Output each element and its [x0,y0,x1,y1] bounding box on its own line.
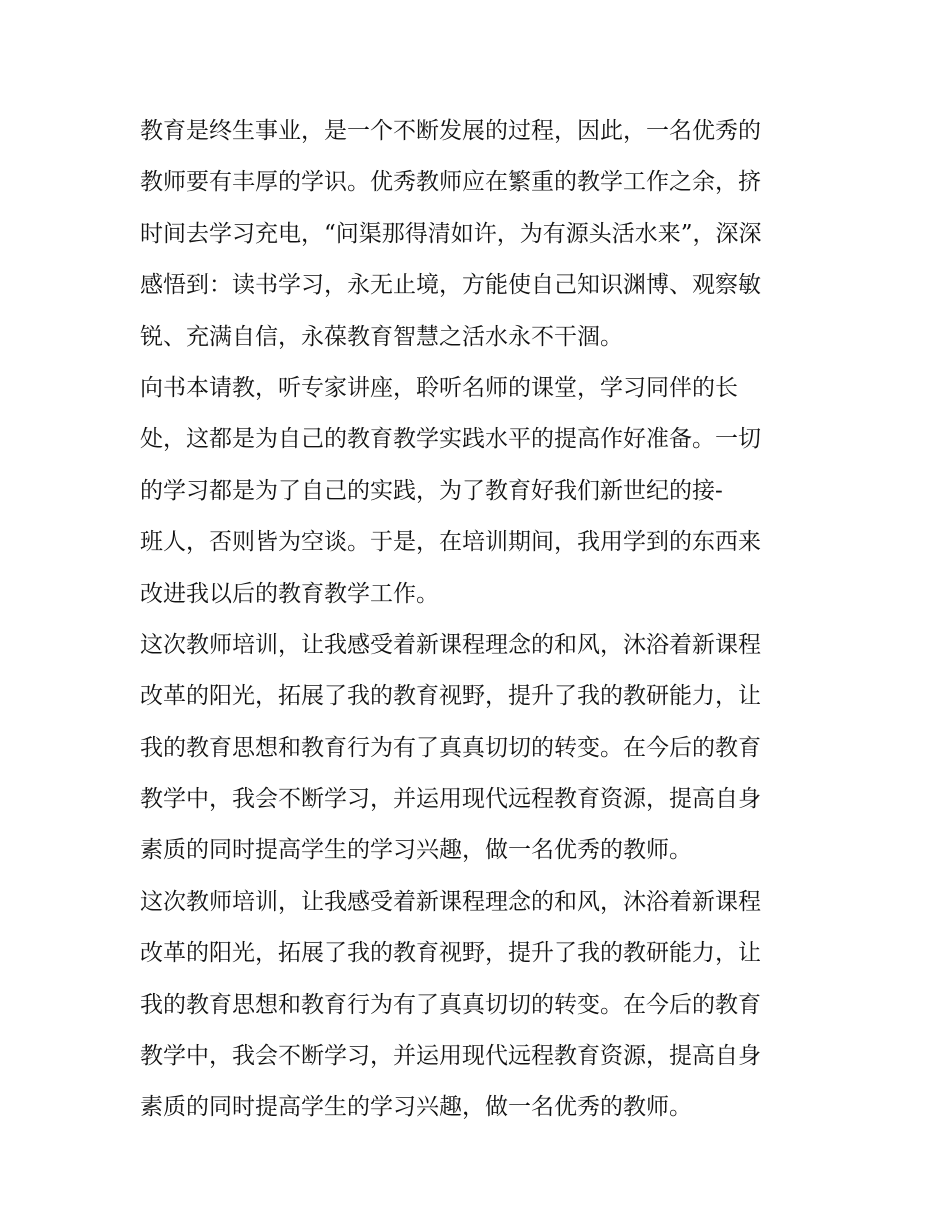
text-line: 素质的同时提高学生的学习兴趣，做一名优秀的教师。 [140,1094,692,1121]
paragraph-3 [140,620,830,877]
text-line: 改进我以后的教育教学工作。 [140,580,439,607]
text-line: 处，这都是为自己的教育教学实践水平的提高作好准备。一切 [140,426,761,453]
text-line: 改革的阳光，拓展了我的教育视野，提升了我的教研能力，让 [140,940,761,967]
text-line: 教学中，我会不断学习，并运用现代远程教育资源，提高自身 [140,1043,761,1070]
paragraph-1 [140,106,830,363]
text-line: 的学习都是为了自己的实践，为了教育好我们新世纪的接- [140,477,723,504]
text-line: 改革的阳光，拓展了我的教育视野，提升了我的教研能力，让 [140,683,761,710]
document-body [140,106,830,1134]
text-line: 教育是终生事业，是一个不断发展的过程，因此，一名优秀的 [140,118,761,144]
text-line: 教学中，我会不断学习，并运用现代远程教育资源，提高自身 [140,786,761,813]
text-line: 锐、充满自信，永葆教育智慧之活水永不干涸。 [140,323,623,350]
text-line: 班人，否则皆为空谈。于是，在培训期间，我用学到的东西来 [140,529,761,556]
text-line: 我的教育思想和教育行为有了真真切切的转变。在今后的教育 [140,991,761,1018]
text-line: 教师要有丰厚的学识。优秀教师应在繁重的教学工作之余，挤 [140,169,761,196]
text-line: 这次教师培训，让我感受着新课程理念的和风，沐浴着新课程 [140,888,761,915]
paragraph-2 [140,363,830,620]
text-line: 素质的同时提高学生的学习兴趣，做一名优秀的教师。 [140,837,692,864]
text-line: 这次教师培训，让我感受着新课程理念的和风，沐浴着新课程 [140,631,761,658]
text-line: 我的教育思想和教育行为有了真真切切的转变。在今后的教育 [140,734,761,761]
text-line: 时间去学习充电，“问渠那得清如许，为有源头活水来”，深深 [140,220,762,247]
paragraph-4 [140,877,830,1134]
text-line: 向书本请教，听专家讲座，聆听名师的课堂，学习同伴的长 [140,374,738,401]
text-line: 感悟到：读书学习，永无止境，方能使自己知识渊博、观察敏 [140,272,761,299]
